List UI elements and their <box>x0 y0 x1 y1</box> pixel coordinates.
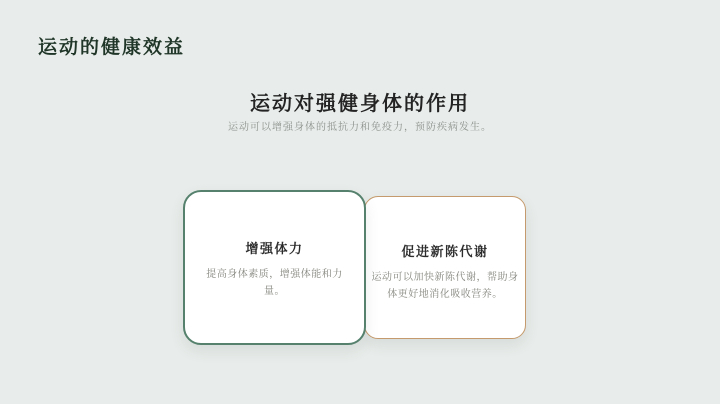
section-subheading: 运动可以增强身体的抵抗力和免疫力，预防疾病发生。 <box>228 122 492 133</box>
section-heading: 运动对强健身体的作用 <box>250 93 470 115</box>
card-strength <box>183 190 366 345</box>
card-metabolism-body: 运动可以加快新陈代谢，帮助身体更好地消化吸收营养。 <box>371 272 519 300</box>
card-metabolism-title: 促进新陈代谢 <box>401 244 489 259</box>
slide-title: 运动的健康效益 <box>38 37 186 58</box>
card-metabolism <box>364 196 526 339</box>
card-strength-title: 增强体力 <box>245 241 304 256</box>
card-strength-body: 提高身体素质，增强体能和力量。 <box>206 269 343 297</box>
